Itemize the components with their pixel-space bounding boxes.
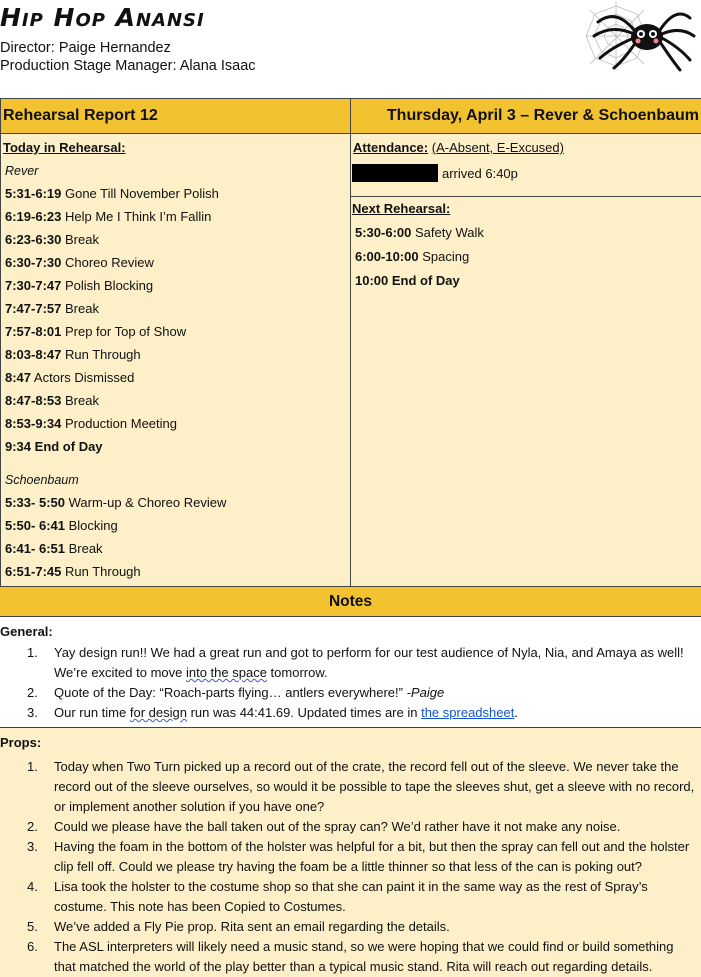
today-title: Today in Rehearsal: bbox=[3, 140, 126, 155]
list-item: 2. Quote of the Day: “Roach-parts flying… antlers everywhere!” -Paige bbox=[27, 685, 445, 700]
schedule-item: 7:47-7:57 Break bbox=[5, 301, 99, 316]
list-item: 1. Today when Two Turn picked up a record out of the crate, the record fell out of the sleeve. We never take the record out of the sleeve ourselves, so would it be possible to tape the sleeves shut, get a sleeve with no record, or implement another solution if you have one? bbox=[27, 759, 695, 814]
spider-web-logo-icon bbox=[576, 0, 696, 72]
report-number: Rehearsal Report 12 bbox=[1, 99, 351, 134]
schedule-item: 5:50- 6:41 Blocking bbox=[5, 518, 118, 533]
schedule-item: 9:34 End of Day bbox=[5, 439, 103, 454]
schedule-item: 6:30-7:30 Choreo Review bbox=[5, 255, 154, 270]
list-item: 1. Yay design run!! We had a great run and got to perform for our test audience of Nyla, Nia, and Amaya as well! We’re excited to move into the space tomorrow. bbox=[27, 645, 684, 680]
schedule-item: 8:53-9:34 Production Meeting bbox=[5, 416, 177, 431]
redacted-name bbox=[352, 164, 438, 182]
document-header bbox=[0, 0, 701, 98]
list-item: 3. Our run time for design run was 44:41.69. Updated times are in the spreadsheet. bbox=[27, 705, 518, 720]
schedule-item: 5:31-6:19 Gone Till November Polish bbox=[5, 186, 219, 201]
report-date: Thursday, April 3 – Rever & Schoenbaum bbox=[351, 99, 701, 134]
schedule-item: 8:47-8:53 Break bbox=[5, 393, 99, 408]
attendance-key: (A-Absent, E-Excused) bbox=[431, 140, 564, 155]
schedule-item: 8:03-8:47 Run Through bbox=[5, 347, 141, 362]
attendance-next-cell bbox=[351, 134, 701, 587]
next-item: 5:30-6:00 Safety Walk bbox=[355, 225, 484, 240]
list-item: 3. Having the foam in the bottom of the holster was helpful for a bit, but then the spray can fell out and the holster clip fell off. Could we please try having the foam be a little thinner so that less of the can is poking out? bbox=[27, 839, 690, 874]
schedule-item: 7:30-7:47 Polish Blocking bbox=[5, 278, 154, 293]
director-line: Director: Paige Hernandez bbox=[0, 40, 171, 56]
general-notes-section bbox=[0, 617, 701, 728]
rehearsal-report-table bbox=[0, 98, 701, 587]
list-item: 6. The ASL interpreters will likely need a music stand, so we were hoping that we could find or build something that matched the world of the play better than a typical music stand. Rita will reach out regarding details. bbox=[27, 939, 674, 974]
group-name-rever: Rever bbox=[5, 164, 39, 178]
general-title: General: bbox=[0, 624, 53, 639]
next-item: 6:00-10:00 Spacing bbox=[355, 249, 470, 264]
spreadsheet-link[interactable]: the spreadsheet bbox=[421, 705, 515, 720]
schedule-item: 7:57-8:01 Prep for Top of Show bbox=[5, 324, 187, 339]
notes-title: Notes bbox=[0, 586, 701, 617]
attendance-row bbox=[351, 156, 701, 184]
next-item: 10:00 End of Day bbox=[355, 273, 460, 288]
attendance-note: arrived 6:40p bbox=[442, 165, 518, 181]
attendance-heading bbox=[351, 134, 701, 156]
show-title: Hip Hop Anansi bbox=[0, 3, 205, 32]
attendance-label: Attendance: bbox=[353, 140, 429, 155]
schedule-item: 6:23-6:30 Break bbox=[5, 232, 99, 247]
schedule-item: 6:41- 6:51 Break bbox=[5, 541, 103, 556]
props-notes-section bbox=[0, 728, 701, 977]
schedule-item: 6:19-6:23 Help Me I Think I’m Fallin bbox=[5, 209, 212, 224]
schedule-item: 5:33- 5:50 Warm-up & Choreo Review bbox=[5, 495, 227, 510]
group-name-schoenbaum: Schoenbaum bbox=[5, 473, 79, 487]
list-item: 2. Could we please have the ball taken out of the spray can? We’d rather have it not make any noise. bbox=[27, 819, 621, 834]
next-rehearsal-title: Next Rehearsal: bbox=[352, 201, 451, 216]
schedule-item: 8:47 Actors Dismissed bbox=[5, 370, 135, 385]
today-in-rehearsal-cell bbox=[1, 134, 351, 587]
schedule-item: 6:51-7:45 Run Through bbox=[5, 564, 141, 579]
list-item: 5. We’ve added a Fly Pie prop. Rita sent an email regarding the details. bbox=[27, 919, 450, 934]
list-item: 4. Lisa took the holster to the costume shop so that she can paint it in the same way as the rest of Spray’s costume. This note has been Copied to Costumes. bbox=[27, 879, 648, 914]
psm-line: Production Stage Manager: Alana Isaac bbox=[0, 58, 256, 74]
props-title: Props: bbox=[0, 735, 42, 750]
